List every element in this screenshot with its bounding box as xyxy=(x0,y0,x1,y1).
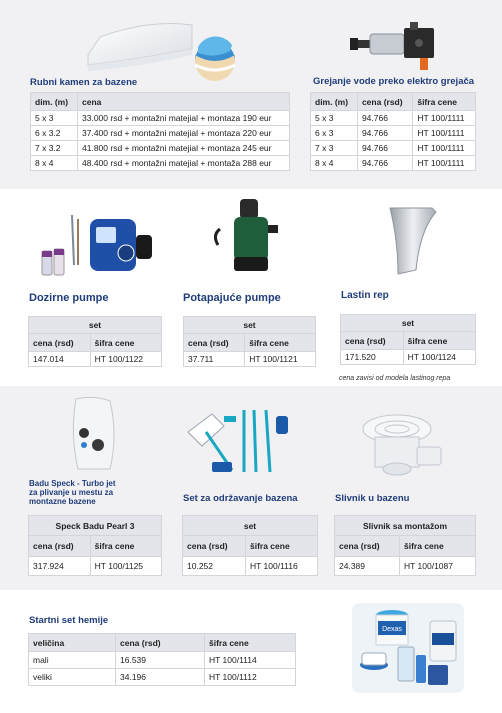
col-header-sifra: šifra cene xyxy=(245,536,317,557)
badu-speck-title-line1: Badu Speck - Turbo jet xyxy=(29,479,116,488)
col-header-dim: dim. (m) xyxy=(311,93,358,111)
col-header-cena: cena (rsd) xyxy=(29,334,91,352)
col-header-cena: cena (rsd) xyxy=(183,536,246,557)
table-caption: Slivnik sa montažom xyxy=(335,516,476,536)
table-row: 317.924 HT 100/1125 xyxy=(29,557,162,576)
col-header-sifra: šifra cene xyxy=(400,536,476,557)
waterfall-spout-image xyxy=(370,200,450,280)
table-row: 7 x 3.2 41.800 rsd + montažni matejial + montaza 245 eur xyxy=(31,141,290,156)
table-row: veliki 34.196 HT 100/1112 xyxy=(29,669,296,686)
electric-heater-image xyxy=(348,18,443,73)
table-caption: Speck Badu Pearl 3 xyxy=(29,516,162,536)
col-header-sifra: šifra cene xyxy=(90,536,161,557)
kit-label: Dexas xyxy=(382,626,402,633)
set-odrzavanje-title: Set za održavanje bazena xyxy=(183,493,298,504)
pool-maintenance-set-image xyxy=(182,402,302,482)
startni-set-title: Startni set hemije xyxy=(29,615,109,626)
table-row: 7 x 3 94.766 HT 100/1111 xyxy=(311,141,476,156)
col-header-cena: cena (rsd) xyxy=(335,536,400,557)
col-header-cena: cena xyxy=(78,93,290,111)
table-caption: set xyxy=(341,315,476,332)
rubni-kamen-title: Rubni kamen za bazene xyxy=(30,77,138,88)
table-caption: set xyxy=(183,516,318,536)
submersible-pump-image xyxy=(210,195,300,277)
table-caption: set xyxy=(29,317,162,334)
table-row: 171.520 HT 100/1124 xyxy=(341,350,476,365)
col-header-cena: cena (rsd) xyxy=(29,536,91,557)
dozirne-pumpe-title: Dozirne pumpe xyxy=(29,292,109,304)
set-odrzavanje-table xyxy=(182,515,318,576)
dozirne-pumpe-table xyxy=(28,316,162,367)
chemical-starter-kit-image xyxy=(352,603,464,693)
rubni-kamen-table xyxy=(30,92,290,171)
badu-speck-table xyxy=(28,515,162,576)
col-header-cena: cena (rsd) xyxy=(184,334,245,352)
col-header-sifra: šifra cene xyxy=(205,634,296,652)
grejanje-table xyxy=(310,92,476,171)
col-header-cena: cena (rsd) xyxy=(341,332,404,350)
col-header-cena: cena (rsd) xyxy=(357,93,412,111)
startni-set-table xyxy=(28,633,296,686)
dosing-pump-image xyxy=(38,205,158,285)
pool-coping-stone-image xyxy=(80,15,250,83)
col-header-velicina: veličina xyxy=(29,634,116,652)
table-row: 24.389 HT 100/1087 xyxy=(335,557,476,576)
table-caption: set xyxy=(184,317,316,334)
table-row: 8 x 4 94.766 HT 100/1111 xyxy=(311,156,476,171)
slivnik-table xyxy=(334,515,476,576)
lastin-rep-title: Lastin rep xyxy=(341,290,389,301)
table-row: 5 x 3 33.000 rsd + montažni matejial + montaza 190 eur xyxy=(31,111,290,126)
table-row: 37.711 HT 100/1121 xyxy=(184,352,316,367)
slivnik-title: Slivnik u bazenu xyxy=(335,493,410,504)
badu-speck-title-line2: za plivanje u mestu za xyxy=(29,488,114,497)
col-header-cena: cena (rsd) xyxy=(116,634,205,652)
grejanje-title: Grejanje vode preko elektro grejača xyxy=(313,76,475,87)
lastin-rep-note: cena zavisi od modela lastinog repa xyxy=(339,375,451,382)
lastin-rep-table xyxy=(340,314,476,365)
counter-current-jet-image xyxy=(64,395,124,475)
potapajuce-pumpe-title: Potapajuće pumpe xyxy=(183,292,281,304)
pool-drain-image xyxy=(355,407,450,482)
table-row: 6 x 3 94.766 HT 100/1111 xyxy=(311,126,476,141)
table-row: 5 x 3 94.766 HT 100/1111 xyxy=(311,111,476,126)
col-header-dim: dim. (m) xyxy=(31,93,78,111)
col-header-sifra: šifra cene xyxy=(90,334,161,352)
potapajuce-pumpe-table xyxy=(183,316,316,367)
col-header-sifra: šifra cene xyxy=(413,93,476,111)
badu-speck-title-line3: montazne bazene xyxy=(29,497,96,506)
table-row: 10.252 HT 100/1116 xyxy=(183,557,318,576)
col-header-sifra: šifra cene xyxy=(403,332,475,350)
table-row: 6 x 3.2 37.400 rsd + montažni matejial + montaza 220 eur xyxy=(31,126,290,141)
col-header-sifra: šifra cene xyxy=(245,334,316,352)
table-row: mali 16.539 HT 100/1114 xyxy=(29,652,296,669)
table-row: 147.014 HT 100/1122 xyxy=(29,352,162,367)
table-row: 8 x 4 48.400 rsd + montažni matejial + montaža 288 eur xyxy=(31,156,290,171)
